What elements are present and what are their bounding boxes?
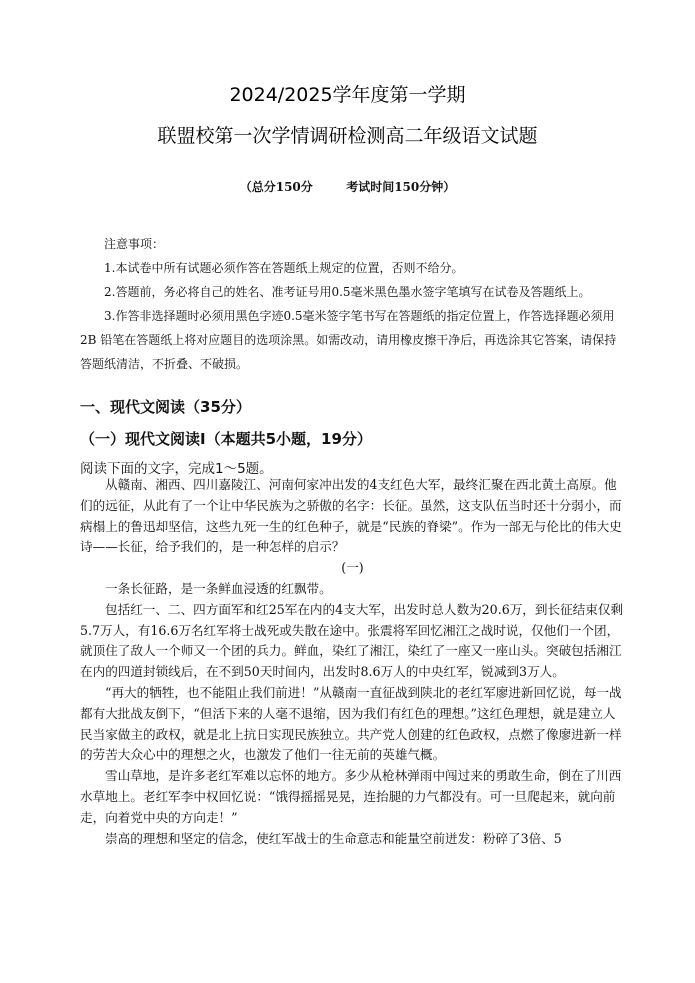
passage-paragraph: 崇高的理想和坚定的信念，使红军战士的生命意志和能量空前迸发：粉碎了3倍、5 bbox=[105, 830, 562, 846]
notes-heading: 注意事项： bbox=[104, 237, 165, 251]
exam-score-time: （总分150分 考试时间150分钟） bbox=[239, 180, 456, 194]
passage-paragraph: 雪山草地，是许多老红军难以忘怀的地方。多少从枪林弹雨中闯过来的勇敢生命，倒在了川西水草地上。老红军李中权回忆说：“饿得摇摇晃晃，连抬腿的力气都没有。可一旦爬起来，就向前走，向着党中央的方向走！” bbox=[80, 768, 622, 825]
section-heading: 一、现代文阅读（35分） bbox=[80, 398, 251, 416]
passage-body bbox=[80, 475, 625, 849]
subsection-heading: （一）现代文阅读Ⅰ（本题共5小题，19分） bbox=[80, 430, 372, 448]
exam-title-line2: 联盟校第一次学情调研检测高二年级语文试题 bbox=[157, 125, 538, 147]
passage-paragraph: 包括红一、二、四方面军和红25军在内的4支大军，出发时总人数为20.6万，到长征结束仅剩5.7万人，有16.6万名红军将士战死或失散在途中。张震将军回忆湘江之战时说，仅他们一个团，就顶住了敌人一个师又一个团的兵力。鲜血，染红了湘江，染红了一座又一座山头。突破包括湘江在内的四道封锁线后，在不到50天时间内，出发时8.6万人的中央红军，锐减到3万人。 bbox=[80, 601, 624, 680]
passage-part-marker: (一) bbox=[341, 560, 364, 576]
notes-item-3: 3.作答非选择题时必须用黑色字迹0.5毫米签字笔书写在答题纸的指定位置上，作答选择题必须用 2B 铅笔在答题纸上将对应题目的选项涂黑。如需改动，请用橡皮擦干净后，再选涂其它答案，请保持答题纸清洁，不折叠、不破损。 bbox=[80, 309, 617, 371]
reading-instruction: 阅读下面的文字，完成1～5题。 bbox=[80, 461, 273, 477]
passage-paragraph: 一条长征路，是一条鲜血浸透的红飘带。 bbox=[105, 580, 332, 596]
notes-item-1: 1.本试卷中所有试题必须作答在答题纸上规定的位置，否则不给分。 bbox=[104, 261, 464, 275]
notes-item-2: 2.答题前，务必将自己的姓名、准考证号用0.5毫米黑色墨水签字笔填写在试卷及答题纸上。 bbox=[104, 285, 591, 299]
passage-paragraph: “再大的牺牲，也不能阻止我们前进！”从赣南一直征战到陕北的老红军廖进新回忆说，每一战都有大批战友倒下，“但活下来的人毫不退缩，因为我们有红色的理想。”这红色理想，就是建立人民当家做主的政权，就是北上抗日实现民族独立。共产党人创建的红色政权，点燃了像廖进新一样的劳苦大众心中的理想之火，也激发了他们一往无前的英雄气概。 bbox=[80, 684, 622, 763]
notes-block bbox=[80, 232, 620, 376]
exam-title-line1: 2024/2025学年度第一学期 bbox=[229, 84, 466, 106]
passage-intro: 从赣南、湘西、四川嘉陵江、河南何家冲出发的4支红色大军，最终汇聚在西北黄土高原。他们的远征，从此有了一个让中华民族为之骄傲的名字：长征。虽然，这支队伍当时还十分弱小，而病榻上的鲁迅却坚信，这些九死一生的红色种子，就是“民族的脊梁”。作为一部无与伦比的伟大史诗——长征，给予我们的，是一种怎样的启示？ bbox=[80, 477, 622, 555]
